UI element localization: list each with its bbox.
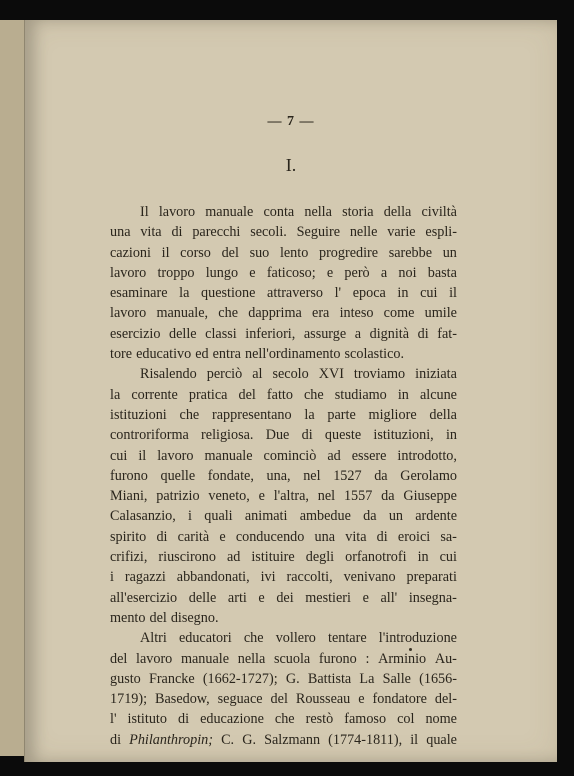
word: corso bbox=[180, 244, 211, 261]
text-line bbox=[110, 567, 457, 587]
word: delle bbox=[169, 325, 197, 342]
word: restò bbox=[305, 711, 334, 728]
word: di bbox=[177, 711, 190, 728]
word: civiltà bbox=[421, 204, 457, 220]
text-line bbox=[110, 628, 457, 648]
text-line bbox=[110, 466, 457, 486]
word: lento bbox=[279, 244, 309, 261]
word: però bbox=[344, 264, 370, 281]
word: perciò bbox=[206, 366, 243, 383]
word: in bbox=[397, 285, 409, 302]
word: la bbox=[304, 406, 315, 423]
word: secolo bbox=[272, 366, 309, 383]
word: orfanotrofi bbox=[345, 549, 407, 566]
word: lavoro bbox=[157, 447, 194, 464]
word: di bbox=[156, 528, 168, 545]
page-number: — 7 — bbox=[267, 114, 315, 129]
word: manuale bbox=[204, 447, 253, 464]
word: dignità bbox=[369, 325, 410, 342]
word: ivi bbox=[260, 569, 276, 586]
word: Calasanzio, bbox=[110, 508, 176, 525]
word: classi bbox=[205, 325, 237, 342]
word: questione bbox=[201, 285, 256, 302]
word: Miani, bbox=[110, 488, 148, 505]
word: entra bbox=[212, 346, 241, 363]
word: nel bbox=[317, 488, 336, 505]
word: cominciò bbox=[263, 447, 317, 464]
word: troppo bbox=[157, 264, 195, 281]
word: fondatore bbox=[372, 691, 427, 708]
word: manuale, bbox=[156, 305, 209, 322]
text-line bbox=[110, 649, 457, 669]
word: del bbox=[238, 386, 256, 403]
word: vita bbox=[345, 528, 367, 545]
word: cazioni bbox=[110, 244, 151, 261]
word: la bbox=[110, 386, 121, 403]
word: nella bbox=[304, 204, 332, 220]
word: al bbox=[252, 366, 263, 383]
word: in bbox=[445, 427, 457, 444]
word: dapprima bbox=[248, 305, 302, 322]
word: vita bbox=[140, 224, 162, 241]
word: come bbox=[383, 305, 415, 322]
word: quali bbox=[204, 508, 233, 525]
word: di bbox=[417, 325, 429, 342]
word: Seguire bbox=[296, 224, 340, 241]
word: arti bbox=[227, 589, 247, 606]
word: Philanthropin; bbox=[129, 731, 213, 748]
word: La bbox=[359, 670, 375, 687]
word: 1527 bbox=[333, 467, 362, 484]
word: Battista bbox=[307, 670, 352, 687]
word: Francke bbox=[148, 670, 195, 687]
word: tentare bbox=[328, 630, 367, 647]
text-line bbox=[110, 405, 457, 425]
word: lavoro bbox=[110, 264, 147, 281]
word: progredire bbox=[318, 244, 379, 261]
word: del bbox=[221, 244, 239, 261]
word: faticoso; bbox=[266, 264, 316, 281]
word: Risalendo bbox=[140, 366, 197, 383]
word: religiosa. bbox=[201, 427, 254, 444]
word: attraverso bbox=[267, 285, 323, 302]
book-page bbox=[24, 20, 557, 762]
word: storia bbox=[342, 204, 374, 220]
word: G. bbox=[242, 731, 256, 748]
word: ardente bbox=[415, 508, 457, 525]
word: noi bbox=[398, 264, 417, 281]
word: suo bbox=[249, 244, 270, 261]
text-line bbox=[110, 506, 457, 526]
word: ad bbox=[226, 549, 241, 566]
word: all'esercizio bbox=[110, 589, 178, 606]
word: istituire bbox=[251, 549, 295, 566]
word: (1656- bbox=[419, 670, 457, 687]
word: crifizi, bbox=[110, 549, 148, 566]
word: Basedow, bbox=[155, 691, 210, 708]
chapter-heading: I. bbox=[285, 155, 297, 175]
word: nella bbox=[237, 650, 266, 667]
word: manuale bbox=[180, 650, 230, 667]
word: istituto bbox=[127, 711, 167, 728]
text-line bbox=[110, 243, 457, 263]
word: parecchi bbox=[192, 224, 241, 241]
word: 1557 bbox=[343, 488, 373, 505]
word: Due bbox=[265, 427, 290, 444]
word: controriforma bbox=[110, 427, 189, 444]
word: una, bbox=[266, 467, 291, 484]
word: sa- bbox=[440, 528, 457, 545]
word: : bbox=[365, 650, 370, 667]
word: preparati bbox=[406, 569, 457, 586]
word: rappresentano bbox=[212, 406, 292, 423]
word: gusto bbox=[110, 670, 141, 687]
word: seguace bbox=[217, 691, 263, 708]
word: troviamo bbox=[353, 366, 406, 383]
text-line bbox=[110, 527, 457, 547]
word: ed bbox=[195, 346, 209, 363]
word: cui bbox=[420, 285, 438, 302]
text-line bbox=[110, 547, 457, 567]
text-line bbox=[110, 689, 457, 709]
word: Rousseau bbox=[295, 691, 351, 708]
word: alcune bbox=[419, 386, 457, 403]
word: educatori bbox=[178, 630, 232, 647]
text-line bbox=[110, 263, 457, 283]
word: istituzioni, bbox=[373, 427, 434, 444]
word: vollero bbox=[275, 630, 316, 647]
word: dei bbox=[276, 589, 294, 606]
word: ambedue bbox=[299, 508, 351, 525]
word: degli bbox=[305, 549, 335, 566]
word: queste bbox=[324, 427, 362, 444]
body-text bbox=[110, 202, 457, 750]
word: Gerolamo bbox=[400, 467, 457, 484]
word: C. bbox=[221, 731, 235, 748]
word: patrizio bbox=[156, 488, 200, 505]
word: di bbox=[171, 224, 183, 241]
word: spirito bbox=[110, 528, 147, 545]
word: un bbox=[388, 508, 403, 525]
word: parte bbox=[327, 406, 356, 423]
word: tore bbox=[110, 346, 133, 363]
word: raccolti, bbox=[286, 569, 333, 586]
word: insegna- bbox=[408, 589, 457, 606]
word: scolastico. bbox=[344, 346, 405, 363]
word: nelle bbox=[349, 224, 378, 241]
word: umile bbox=[424, 305, 457, 322]
text-line bbox=[110, 486, 457, 506]
word: nel bbox=[303, 467, 321, 484]
word: famoso bbox=[344, 711, 387, 728]
word: Il bbox=[140, 204, 149, 220]
word: era bbox=[312, 305, 330, 322]
word: lavoro bbox=[110, 305, 147, 322]
word: in bbox=[397, 386, 409, 403]
word: in bbox=[417, 549, 429, 566]
word: a bbox=[380, 264, 388, 281]
word: epoca bbox=[352, 285, 386, 302]
word: Au- bbox=[434, 650, 457, 667]
word: educazione bbox=[200, 711, 264, 728]
word: cui bbox=[110, 447, 128, 464]
word: fatto bbox=[266, 386, 293, 403]
word: inteso bbox=[339, 305, 374, 322]
word: scuola bbox=[273, 650, 311, 667]
word: esercizio bbox=[110, 325, 161, 342]
word: di bbox=[110, 731, 122, 748]
word: secoli. bbox=[250, 224, 287, 241]
word: varie bbox=[387, 224, 416, 241]
word: di bbox=[301, 427, 313, 444]
word: lavoro bbox=[158, 204, 196, 220]
word: lungo bbox=[205, 264, 239, 281]
word: basta bbox=[427, 264, 457, 281]
word: pratica bbox=[188, 386, 228, 403]
word: migliore bbox=[368, 406, 417, 423]
word: conta bbox=[263, 204, 295, 220]
word: eroici bbox=[397, 528, 431, 545]
word: e bbox=[219, 528, 226, 545]
word: la bbox=[179, 285, 190, 302]
word: che bbox=[274, 711, 295, 728]
word: da bbox=[381, 488, 395, 505]
word: che bbox=[243, 630, 264, 647]
word: conducendo bbox=[235, 528, 305, 545]
word: l'introduzione bbox=[378, 630, 457, 647]
word: nome bbox=[425, 711, 457, 728]
word: quelle bbox=[160, 467, 196, 484]
word: manuale bbox=[205, 204, 254, 220]
word: abbandonati, bbox=[176, 569, 250, 586]
word: il bbox=[410, 731, 419, 748]
word: cui bbox=[439, 549, 457, 566]
text-line bbox=[110, 709, 457, 729]
word: all' bbox=[380, 589, 398, 606]
word: di bbox=[376, 528, 388, 545]
text-line bbox=[110, 588, 457, 608]
word: col bbox=[397, 711, 415, 728]
word: XVI bbox=[318, 366, 344, 383]
word: i bbox=[110, 569, 114, 586]
word: fondate, bbox=[207, 467, 254, 484]
word: studiamo bbox=[334, 386, 387, 403]
word: 1719); bbox=[110, 691, 148, 708]
word: nell'ordinamento bbox=[244, 346, 341, 363]
word: e bbox=[326, 264, 334, 281]
word: furono bbox=[110, 467, 148, 484]
word: il bbox=[449, 285, 457, 302]
word: una bbox=[110, 224, 131, 241]
word: della bbox=[429, 406, 457, 423]
word: i bbox=[188, 508, 192, 525]
word: espli- bbox=[425, 224, 457, 241]
text-line bbox=[110, 669, 457, 689]
word: animati bbox=[244, 508, 288, 525]
word: fat- bbox=[437, 325, 457, 342]
text-line bbox=[110, 730, 457, 750]
word: veneto, bbox=[208, 488, 250, 505]
word: disegno. bbox=[170, 609, 219, 626]
word: essere bbox=[351, 447, 387, 464]
word: assurge bbox=[303, 325, 347, 342]
word: il bbox=[138, 447, 147, 464]
word: e bbox=[258, 589, 265, 606]
word: della bbox=[383, 204, 412, 220]
word: una bbox=[314, 528, 336, 545]
text-line bbox=[110, 283, 457, 303]
word: il bbox=[161, 244, 170, 261]
text-line bbox=[110, 385, 457, 405]
ink-speck bbox=[409, 648, 412, 651]
word: riuscirono bbox=[158, 549, 216, 566]
word: lavoro bbox=[136, 650, 173, 667]
word: Salle bbox=[382, 670, 411, 687]
word: Altri bbox=[140, 630, 167, 647]
word: l' bbox=[334, 285, 342, 302]
word: (1774-1811), bbox=[328, 731, 403, 748]
word: Salzmann bbox=[264, 731, 321, 748]
word: che bbox=[303, 386, 324, 403]
word: educativo bbox=[136, 346, 192, 363]
word: che bbox=[179, 406, 200, 423]
word: G. bbox=[285, 670, 300, 687]
text-line bbox=[110, 344, 457, 364]
word: ad bbox=[327, 447, 341, 464]
word: sarebbe bbox=[388, 244, 433, 261]
word: Arminio bbox=[378, 650, 427, 667]
text-line bbox=[110, 608, 457, 628]
word: venivano bbox=[343, 569, 396, 586]
word: l' bbox=[110, 711, 117, 728]
word: corrente bbox=[131, 386, 178, 403]
word: da bbox=[374, 467, 388, 484]
word: da bbox=[363, 508, 377, 525]
text-line bbox=[110, 446, 457, 466]
word: del bbox=[270, 691, 288, 708]
word: e bbox=[258, 488, 265, 505]
word: che bbox=[218, 305, 238, 322]
word: del bbox=[149, 609, 167, 626]
word: delle bbox=[188, 589, 217, 606]
word: del- bbox=[434, 691, 457, 708]
word: istituzioni bbox=[110, 406, 167, 423]
word: mestieri bbox=[305, 589, 351, 606]
text-line bbox=[110, 303, 457, 323]
word: (1662-1727); bbox=[202, 670, 278, 687]
text-line bbox=[110, 425, 457, 445]
word: introdotto, bbox=[397, 447, 457, 464]
word: quale bbox=[426, 731, 457, 748]
word: esaminare bbox=[110, 285, 168, 302]
word: e bbox=[362, 589, 369, 606]
word: ragazzi bbox=[124, 569, 166, 586]
word: inferiori, bbox=[245, 325, 296, 342]
word: furono bbox=[318, 650, 357, 667]
text-line bbox=[110, 202, 457, 222]
text-line bbox=[110, 364, 457, 384]
word: e bbox=[249, 264, 256, 281]
word: un bbox=[442, 244, 457, 261]
word: a bbox=[354, 325, 362, 342]
word: del bbox=[110, 650, 128, 667]
word: mento bbox=[110, 609, 146, 626]
word: iniziata bbox=[415, 366, 457, 383]
word: e bbox=[358, 691, 365, 708]
word: Giuseppe bbox=[403, 488, 457, 505]
word: l'altra, bbox=[273, 488, 309, 505]
word: carità bbox=[177, 528, 210, 545]
text-line bbox=[110, 324, 457, 344]
text-line bbox=[110, 222, 457, 242]
